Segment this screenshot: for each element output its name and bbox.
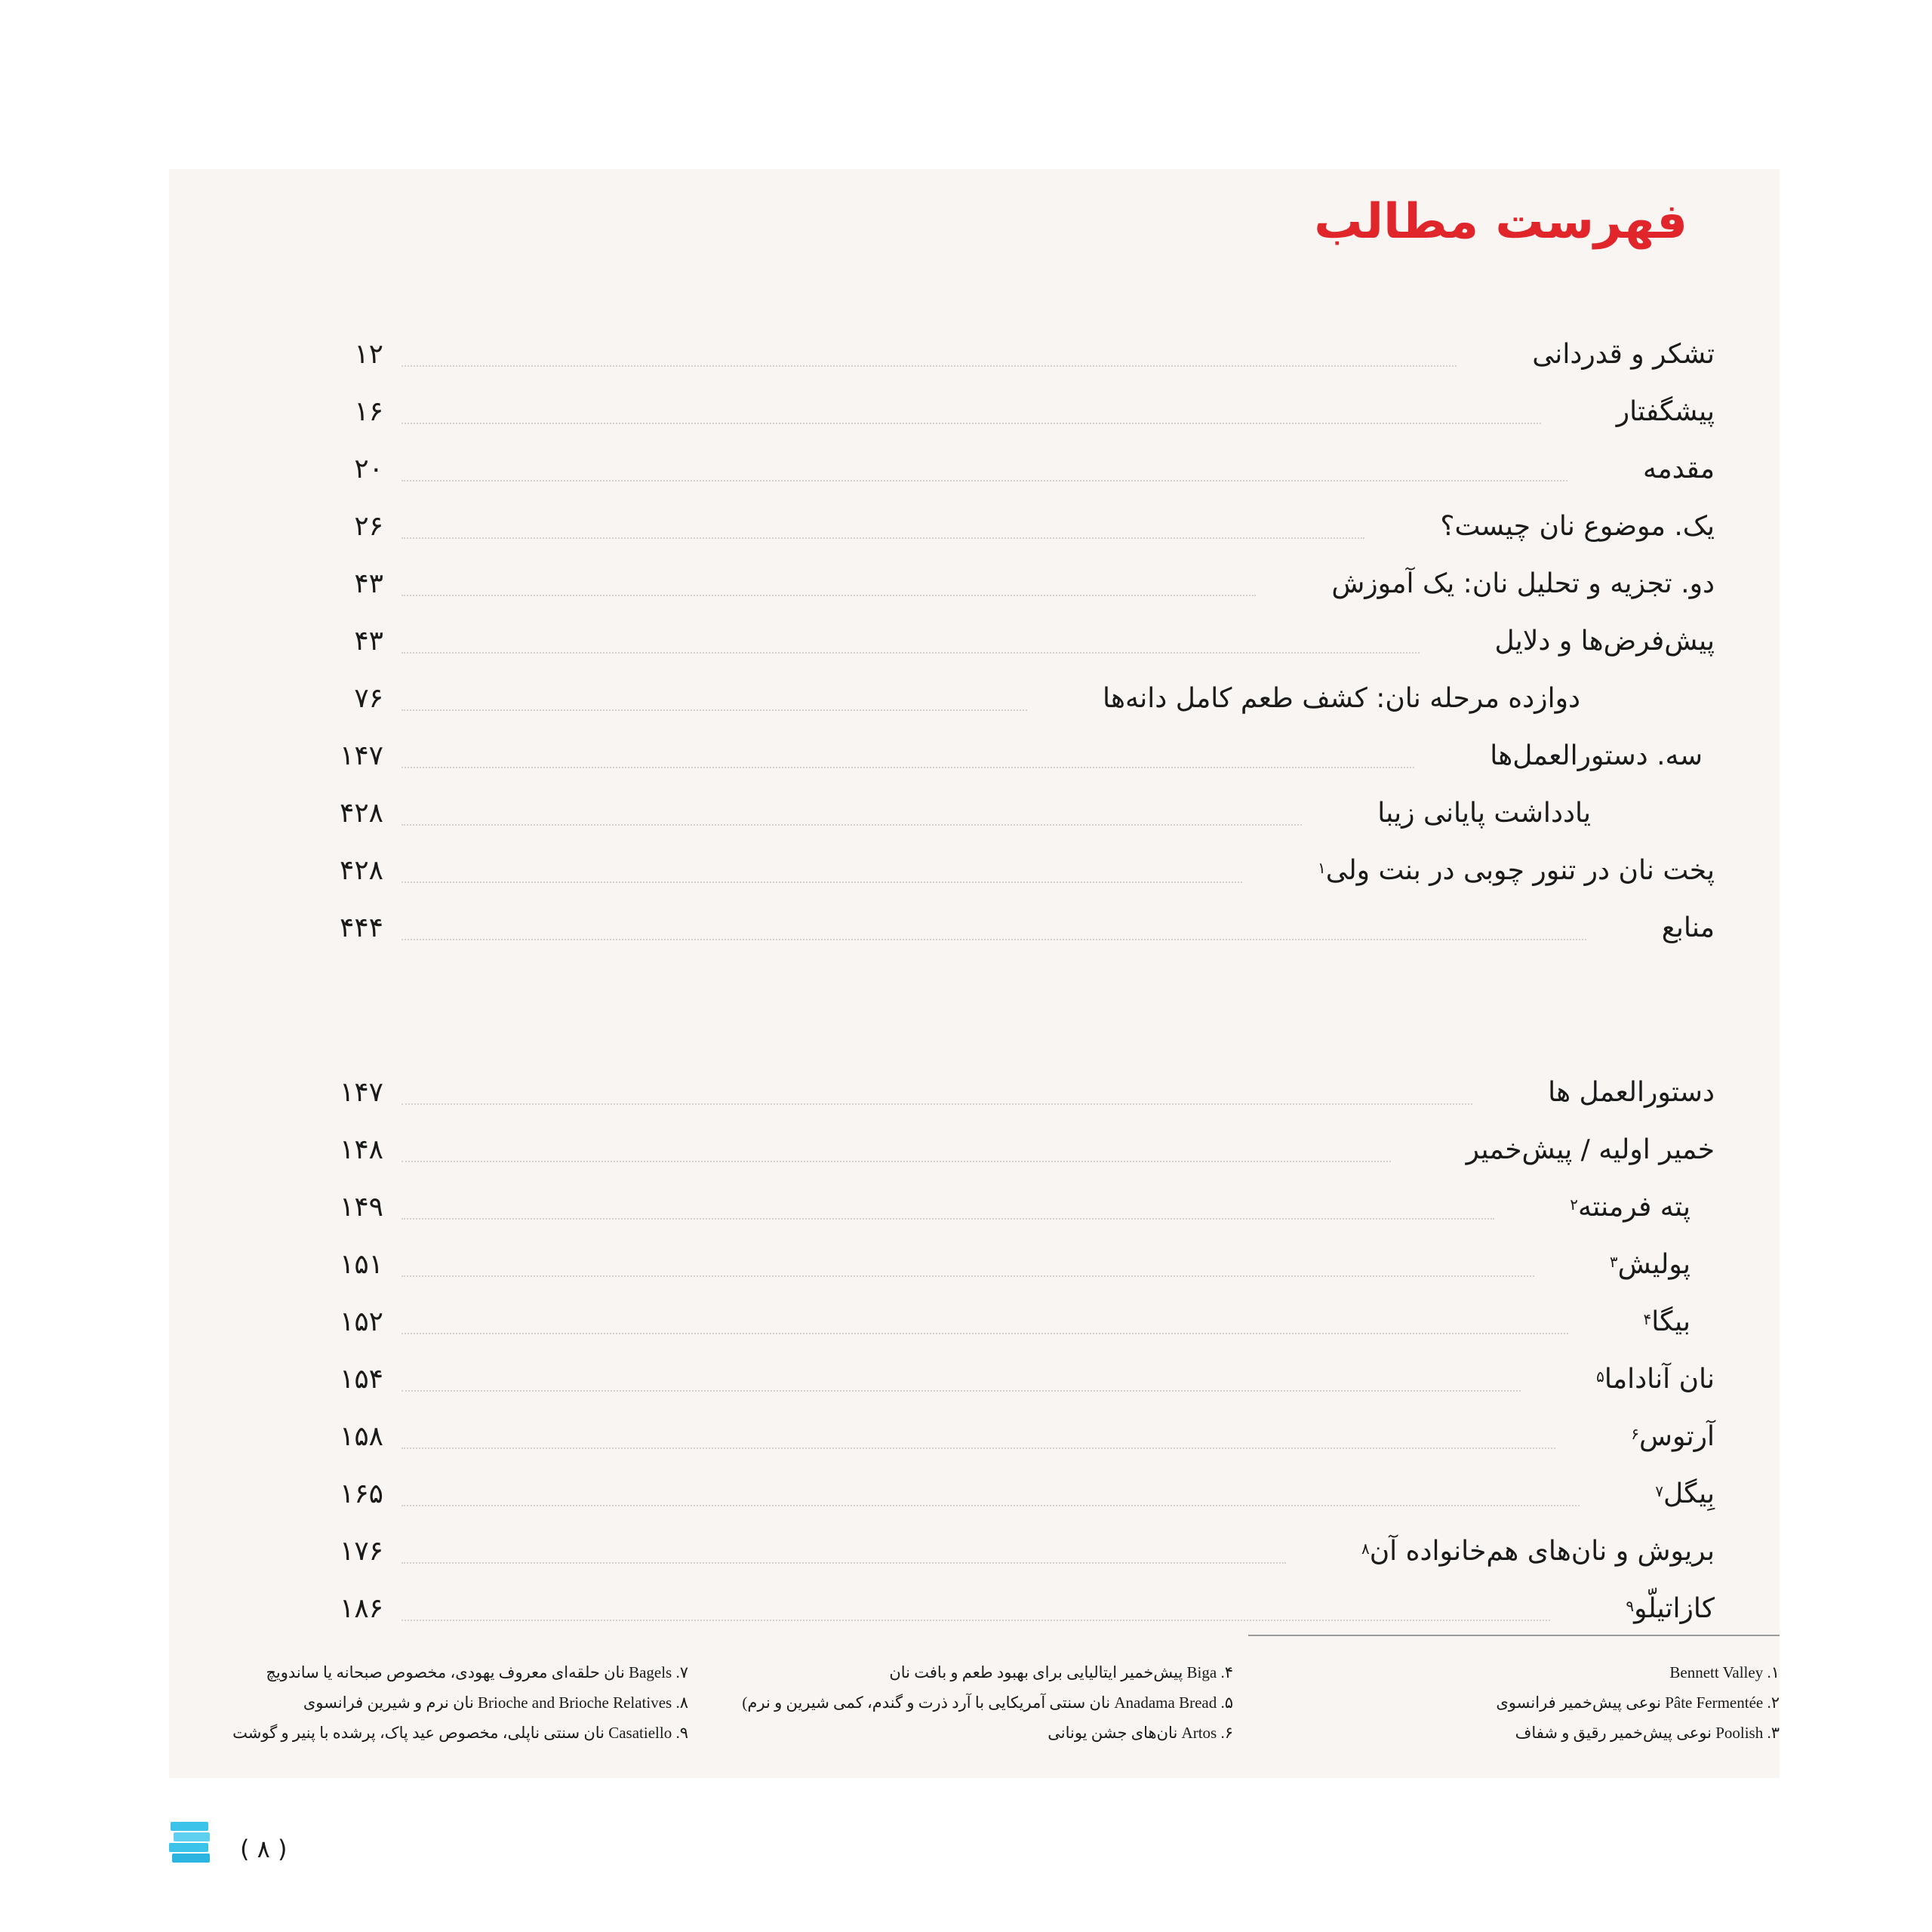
dot-leader — [401, 1161, 1391, 1162]
toc-entry-page: ۱۴۸ — [339, 1134, 383, 1165]
footnote-8: ۸. Brioche and Brioche Relatives نان نرم و شیرین فرانسوی — [303, 1694, 688, 1712]
footnote-2: ۲. Pâte Fermentée نوعی پیش‌خمیر فرانسوی — [1496, 1694, 1780, 1712]
toc-entry-label: نان آناداما — [1604, 1364, 1715, 1395]
toc-entry[interactable] — [0, 504, 1932, 549]
toc-entry-title — [1361, 1529, 1715, 1574]
toc-entry-title — [1610, 1242, 1690, 1287]
toc-entry[interactable] — [0, 447, 1932, 492]
toc-entry-page: ۱۵۱ — [339, 1249, 383, 1280]
toc-entry-title — [1532, 332, 1715, 377]
toc-entry-label: بِیگل — [1663, 1478, 1715, 1509]
dot-leader — [401, 595, 1256, 596]
toc-entry-title — [1548, 1070, 1715, 1115]
toc-entry[interactable] — [0, 389, 1932, 435]
toc-entry-page: ۱۲ — [354, 339, 383, 370]
toc-entry[interactable] — [0, 561, 1932, 607]
toc-entry-page: ۱۶ — [354, 396, 383, 427]
footnotes-column-3 — [232, 1657, 688, 1748]
toc-entry-page: ۱۸۶ — [339, 1593, 383, 1624]
footnote-marker: ۱ — [1317, 859, 1326, 877]
stacked-books-icon — [169, 1819, 211, 1864]
dot-leader — [401, 1275, 1534, 1277]
dot-leader — [401, 939, 1586, 940]
toc-entry-label: پیشگفتار — [1616, 396, 1715, 427]
dot-leader — [401, 423, 1541, 424]
dot-leader — [401, 1505, 1580, 1506]
toc-entry-title — [1490, 734, 1703, 779]
toc-entry[interactable] — [0, 1242, 1932, 1287]
footnotes-column-2 — [742, 1657, 1233, 1748]
footnote-5: ۵. Anadama Bread نان سنتی آمریکایی با آرد ذرت و گندم، کمی شیرین و نرم) — [742, 1694, 1233, 1712]
toc-entry-title — [1631, 1414, 1715, 1460]
page-title: فهرست مطالب — [1314, 194, 1687, 250]
toc-entry-page: ۲۰ — [354, 454, 383, 485]
footnote-marker: ۲ — [1570, 1195, 1578, 1214]
toc-entry-title — [1318, 848, 1715, 894]
toc-entry-label: پته فرمنته — [1577, 1192, 1690, 1223]
toc-entry-title — [1331, 561, 1715, 607]
toc-entry-label: دو. تجزیه و تحلیل نان: یک آموزش — [1331, 568, 1715, 599]
toc-entry[interactable] — [0, 1414, 1932, 1460]
toc-entry-page: ۷۶ — [354, 683, 383, 714]
dot-leader — [401, 881, 1242, 883]
footnote-7: ۷. Bagels نان حلقه‌ای معروف یهودی، مخصوص صبحانه یا ساندویچ — [266, 1663, 688, 1681]
toc-entry[interactable] — [0, 332, 1932, 377]
dot-leader — [401, 537, 1364, 539]
toc-entry-title — [1570, 1185, 1690, 1230]
toc-entry-label: سه. دستورالعمل‌ها — [1490, 740, 1703, 771]
toc-entry[interactable] — [0, 676, 1932, 721]
toc-entry[interactable] — [0, 1586, 1932, 1632]
toc-entry-label: آرتوس — [1639, 1421, 1715, 1452]
toc-entry-label: بریوش و نان‌های هم‌خانواده آن — [1369, 1536, 1715, 1567]
dot-leader — [401, 652, 1420, 654]
dot-leader — [401, 709, 1027, 711]
dot-leader — [401, 1390, 1521, 1392]
toc-entry-page: ۱۷۶ — [339, 1536, 383, 1567]
toc-entry[interactable] — [0, 1472, 1932, 1517]
toc-entry-title — [1377, 791, 1591, 836]
toc-entry-page: ۱۴۷ — [339, 740, 383, 771]
toc-entry-title — [1495, 619, 1715, 664]
toc-entry[interactable] — [0, 848, 1932, 894]
toc-entry-title — [1466, 1128, 1715, 1173]
toc-entry-page: ۱۴۹ — [339, 1192, 383, 1223]
page-number: ( ۸ ) — [240, 1835, 288, 1863]
toc-entry[interactable] — [0, 1300, 1932, 1345]
toc-entry-page: ۱۵۲ — [339, 1306, 383, 1337]
dot-leader — [401, 1333, 1568, 1334]
toc-entry-title — [1103, 676, 1580, 721]
toc-entry-label: دستورالعمل ها — [1548, 1077, 1715, 1108]
footnote-6: ۶. Artos نان‌های جشن یونانی — [1048, 1724, 1233, 1742]
dot-leader — [401, 365, 1457, 367]
toc-entry-title — [1626, 1586, 1715, 1632]
toc-entry[interactable] — [0, 1529, 1932, 1574]
footnotes-column-1 — [1496, 1657, 1780, 1748]
toc-entry-label: دوازده مرحله نان: کشف طعم کامل دانه‌ها — [1103, 683, 1580, 714]
toc-entry[interactable] — [0, 1070, 1932, 1115]
toc-entry-title — [1596, 1357, 1715, 1402]
toc-entry[interactable] — [0, 1357, 1932, 1402]
toc-entry-title — [1643, 447, 1715, 492]
toc-entry-label: یک. موضوع نان چیست؟ — [1440, 511, 1715, 542]
footnote-9: ۹. Casatiello نان سنتی ناپلی، مخصوص عید پاک، پرشده با پنیر و گوشت — [232, 1724, 688, 1742]
toc-entry-page: ۴۴۴ — [339, 912, 383, 943]
toc-entry-label: پخت نان در تنور چوبی در بنت ولی — [1325, 855, 1715, 886]
toc-entry-label: پولیش — [1617, 1249, 1690, 1280]
toc-entry-page: ۲۶ — [354, 511, 383, 542]
toc-entry-label: تشکر و قدردانی — [1532, 339, 1715, 370]
toc-entry-page: ۱۵۸ — [339, 1421, 383, 1452]
dot-leader — [401, 1218, 1494, 1220]
toc-entry-page: ۱۶۵ — [339, 1478, 383, 1509]
toc-entry-title — [1617, 389, 1715, 435]
toc-entry-page: ۱۴۷ — [339, 1077, 383, 1108]
footnote-marker: ۷ — [1655, 1482, 1663, 1500]
toc-entry-title — [1440, 504, 1715, 549]
toc-entry-label: پیش‌فرض‌ها و دلایل — [1494, 626, 1715, 657]
dot-leader — [401, 1620, 1550, 1621]
toc-entry[interactable] — [0, 619, 1932, 664]
footnote-marker: ۶ — [1631, 1425, 1640, 1443]
toc-entry[interactable] — [0, 1185, 1932, 1230]
toc-entry-label: کازاتیلّو — [1634, 1593, 1715, 1624]
dot-leader — [401, 1562, 1286, 1564]
toc-entry[interactable] — [0, 734, 1932, 779]
toc-entry-page: ۴۳ — [354, 568, 383, 599]
footnote-1: ۱. Bennett Valley — [1669, 1663, 1780, 1681]
footnote-marker: ۳ — [1609, 1253, 1618, 1271]
dot-leader — [401, 1447, 1555, 1449]
footnote-3: ۳. Poolish نوعی پیش‌خمیر رقیق و شفاف — [1515, 1724, 1780, 1742]
dot-leader — [401, 824, 1302, 826]
toc-entry-label: منابع — [1661, 912, 1715, 943]
footnote-marker: ۵ — [1596, 1367, 1604, 1386]
toc-entry-title — [1644, 1300, 1690, 1345]
footnote-marker: ۴ — [1643, 1310, 1652, 1328]
footnote-divider — [1248, 1635, 1780, 1636]
dot-leader — [401, 480, 1567, 481]
toc-entry-page: ۴۳ — [354, 626, 383, 657]
toc-entry[interactable] — [0, 1128, 1932, 1173]
toc-entry-page: ۴۲۸ — [339, 855, 383, 886]
toc-entry-title — [1655, 1472, 1715, 1517]
toc-entry-label: مقدمه — [1643, 454, 1715, 485]
dot-leader — [401, 767, 1414, 768]
toc-entry-label: یادداشت پایانی زیبا — [1377, 798, 1591, 829]
footnote-marker: ۸ — [1361, 1540, 1370, 1558]
dot-leader — [401, 1103, 1472, 1105]
footnote-marker: ۹ — [1626, 1597, 1635, 1615]
toc-entry[interactable] — [0, 791, 1932, 836]
toc-entry-title — [1662, 906, 1715, 951]
footnote-4: ۴. Biga پیش‌خمیر ایتالیایی برای بهبود طعم و بافت نان — [889, 1663, 1233, 1681]
toc-entry-page: ۱۵۴ — [339, 1364, 383, 1395]
toc-entry-label: بیگا — [1651, 1306, 1690, 1337]
toc-entry-page: ۴۲۸ — [339, 798, 383, 829]
toc-entry-label: خمیر اولیه / پیش‌خمیر — [1466, 1134, 1715, 1165]
toc-entry[interactable] — [0, 906, 1932, 951]
